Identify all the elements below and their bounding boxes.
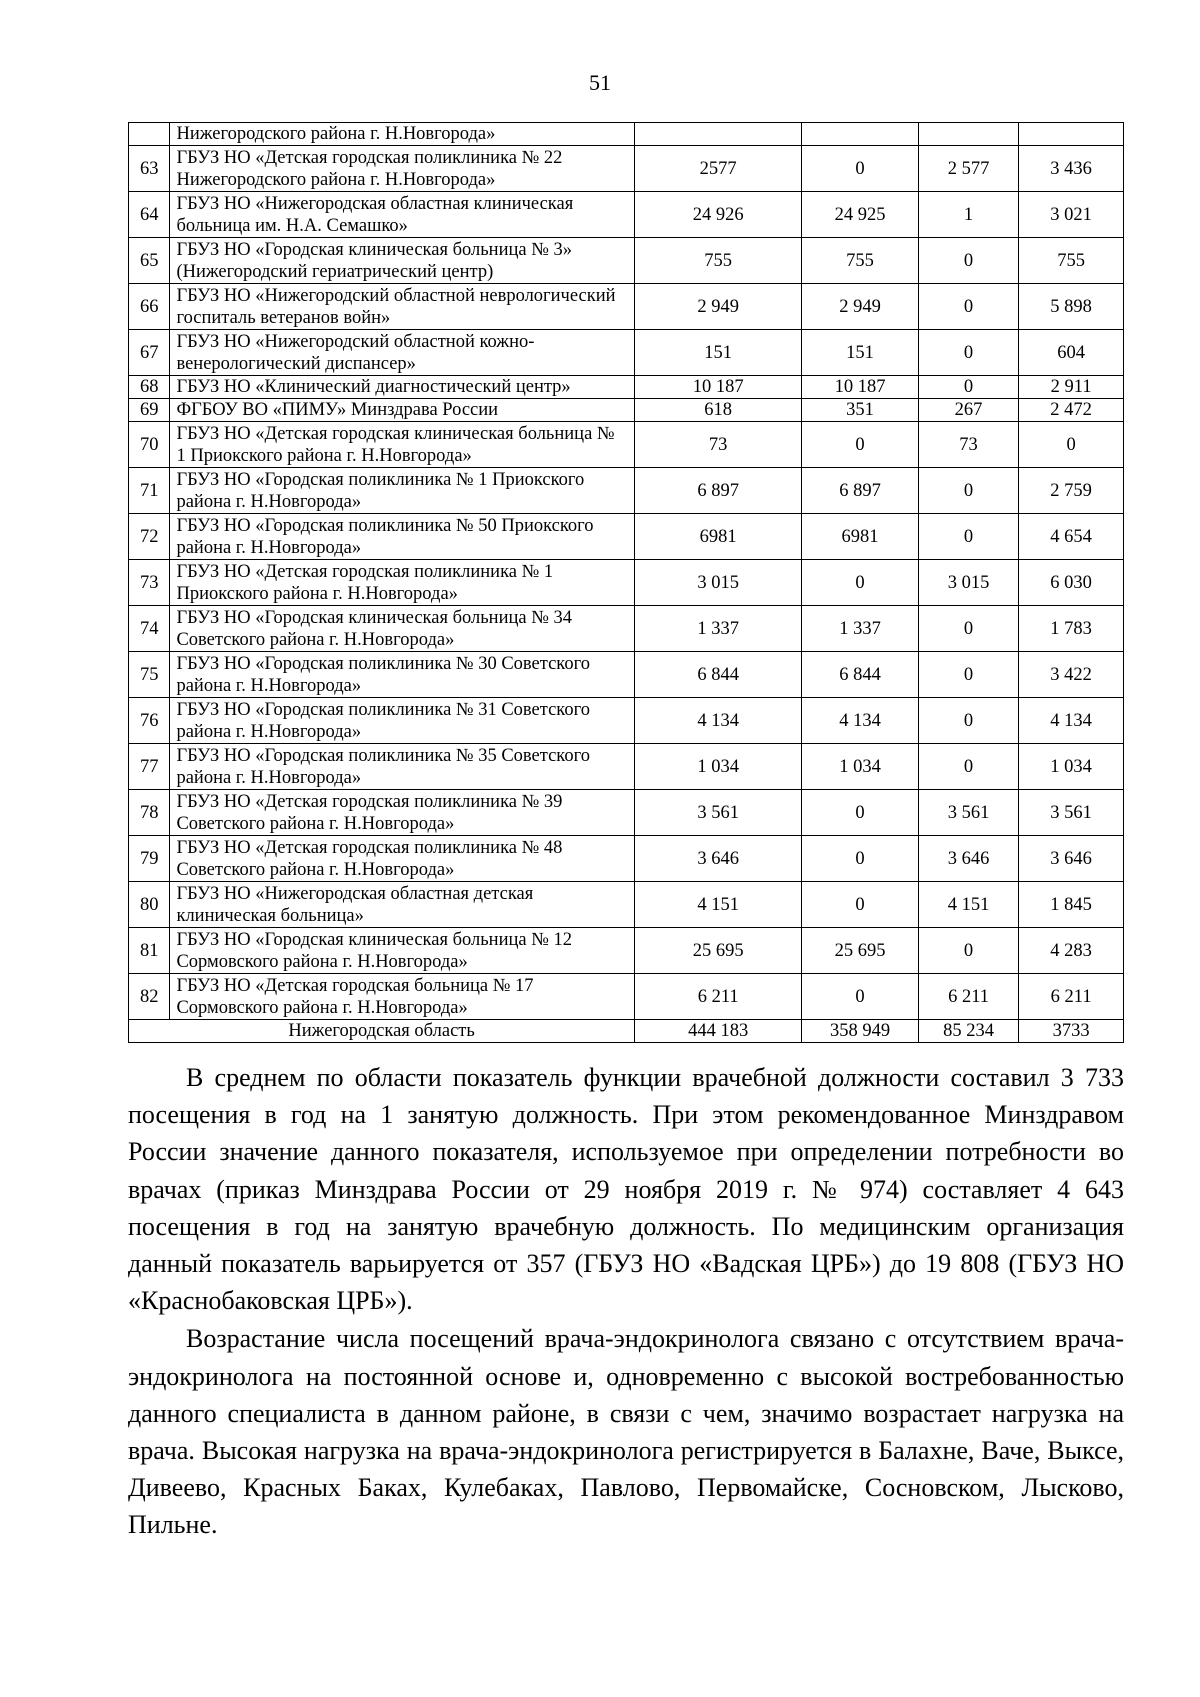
value-cell-4: 3 422 xyxy=(1019,652,1124,698)
value-cell-1: 1 337 xyxy=(635,606,802,652)
table-row xyxy=(129,330,1124,376)
row-name-cell: ГБУЗ НО «Городская поликлиника № 35 Советского района г. Н.Новгорода» xyxy=(170,744,635,790)
total-value-cell-3: 85 234 xyxy=(918,1020,1018,1043)
value-cell-1: 6 844 xyxy=(635,652,802,698)
total-value-cell-4: 3733 xyxy=(1019,1020,1124,1043)
table-row xyxy=(129,238,1124,284)
table-row xyxy=(129,790,1124,836)
value-cell-3: 267 xyxy=(918,399,1018,422)
row-name-cell: ГБУЗ НО «Нижегородская областная детская клиническая больница» xyxy=(170,882,635,928)
value-cell-3: 0 xyxy=(918,744,1018,790)
row-name-cell: ГБУЗ НО «Детская городская поликлиника № 39 Советского района г. Н.Новгорода» xyxy=(170,790,635,836)
table-row xyxy=(129,146,1124,192)
row-number-cell xyxy=(129,123,170,146)
table-row xyxy=(129,928,1124,974)
value-cell-2: 0 xyxy=(802,146,919,192)
value-cell-4: 3 561 xyxy=(1019,790,1124,836)
value-cell-4: 3 646 xyxy=(1019,836,1124,882)
value-cell-1: 6 897 xyxy=(635,468,802,514)
value-cell-2: 0 xyxy=(802,422,919,468)
value-cell-2: 0 xyxy=(802,836,919,882)
row-name-cell: ГБУЗ НО «Нижегородский областной кожно-венерологический диспансер» xyxy=(170,330,635,376)
value-cell-4: 1 783 xyxy=(1019,606,1124,652)
value-cell-1: 6 211 xyxy=(635,974,802,1020)
total-value-cell-1: 444 183 xyxy=(635,1020,802,1043)
value-cell-1: 24 926 xyxy=(635,192,802,238)
row-name-cell: ГБУЗ НО «Нижегородский областной неврологический госпиталь ветеранов войн» xyxy=(170,284,635,330)
value-cell-1: 618 xyxy=(635,399,802,422)
table-row xyxy=(129,882,1124,928)
row-number-cell: 63 xyxy=(129,146,170,192)
value-cell-3: 4 151 xyxy=(918,882,1018,928)
row-name-cell: ГБУЗ НО «Детская городская поликлиника № 48 Советского района г. Н.Новгорода» xyxy=(170,836,635,882)
value-cell-4: 3 436 xyxy=(1019,146,1124,192)
row-number-cell: 64 xyxy=(129,192,170,238)
value-cell-2: 351 xyxy=(802,399,919,422)
table-row xyxy=(129,560,1124,606)
paragraph-1: В среднем по области показатель функции врачебной должности составил 3 733 посещения в год на 1 занятую должность. При этом рекомендованное Минздравом России значение данного показателя, используемое при определении потребности во врачах (приказ Минздрава России от 29 ноября 2019 г. № 974) составляет 4 643 посещения в год на занятую врачебную должность. По медицинским организация данный показатель варьируется от 357 (ГБУЗ НО «Вадская ЦРБ») до 19 808 (ГБУЗ НО «Краснобаковская ЦРБ»). xyxy=(128,1063,1124,1316)
value-cell-3: 3 561 xyxy=(918,790,1018,836)
row-name-cell: ГБУЗ НО «Городская клиническая больница № 3» (Нижегородский гериатрический центр) xyxy=(170,238,635,284)
value-cell-4: 1 034 xyxy=(1019,744,1124,790)
value-cell-1: 6981 xyxy=(635,514,802,560)
value-cell-2: 1 034 xyxy=(802,744,919,790)
page-number: 51 xyxy=(589,70,611,95)
value-cell-1: 73 xyxy=(635,422,802,468)
row-number-cell: 76 xyxy=(129,698,170,744)
row-name-cell: Нижегородского района г. Н.Новгорода» xyxy=(170,123,635,146)
row-number-cell: 70 xyxy=(129,422,170,468)
value-cell-4: 4 283 xyxy=(1019,928,1124,974)
value-cell-1: 151 xyxy=(635,330,802,376)
row-name-cell: ГБУЗ НО «Городская поликлиника № 50 Приокского района г. Н.Новгорода» xyxy=(170,514,635,560)
row-number-cell: 72 xyxy=(129,514,170,560)
facility-table xyxy=(128,122,1124,1043)
row-number-cell: 65 xyxy=(129,238,170,284)
value-cell-3: 0 xyxy=(918,468,1018,514)
value-cell-2: 755 xyxy=(802,238,919,284)
body-text xyxy=(128,1059,1124,1544)
row-name-cell: ГБУЗ НО «Городская поликлиника № 1 Приокского района г. Н.Новгорода» xyxy=(170,468,635,514)
value-cell-3: 0 xyxy=(918,330,1018,376)
table-row xyxy=(129,698,1124,744)
value-cell-4: 604 xyxy=(1019,330,1124,376)
row-name-cell: ГБУЗ НО «Городская клиническая больница № 34 Советского района г. Н.Новгорода» xyxy=(170,606,635,652)
row-number-cell: 66 xyxy=(129,284,170,330)
value-cell-3: 73 xyxy=(918,422,1018,468)
table-total-row xyxy=(129,1020,1124,1043)
value-cell-3: 0 xyxy=(918,698,1018,744)
value-cell-1: 2577 xyxy=(635,146,802,192)
value-cell-1: 25 695 xyxy=(635,928,802,974)
paragraph-2: Возрастание числа посещений врача-эндокринолога связано с отсутствием врача-эндокринолога на постоянной основе и, одновременно с высокой востребованностью данного специалиста в данном районе, в связи с чем, значимо возрастает нагрузка на врача. Высокая нагрузка на врача-эндокринолога регистрируется в Балахне, Ваче, Выксе, Дивеево, Красных Баках, Кулебаках, Павлово, Первомайске, Сосновском, Лысково, Пильне. xyxy=(128,1324,1124,1540)
row-number-cell: 73 xyxy=(129,560,170,606)
value-cell-3: 3 646 xyxy=(918,836,1018,882)
value-cell-3: 2 577 xyxy=(918,146,1018,192)
row-number-cell: 68 xyxy=(129,376,170,399)
value-cell-3: 0 xyxy=(918,928,1018,974)
value-cell-1: 755 xyxy=(635,238,802,284)
value-cell-1: 10 187 xyxy=(635,376,802,399)
value-cell-2: 6981 xyxy=(802,514,919,560)
row-name-cell: ГБУЗ НО «Городская клиническая больница № 12 Сормовского района г. Н.Новгорода» xyxy=(170,928,635,974)
table-row-continuation xyxy=(129,123,1124,146)
value-cell-1: 2 949 xyxy=(635,284,802,330)
value-cell-3: 0 xyxy=(918,652,1018,698)
row-name-cell: ГБУЗ НО «Детская городская больница № 17 Сормовского района г. Н.Новгорода» xyxy=(170,974,635,1020)
value-cell-2: 0 xyxy=(802,560,919,606)
table-row xyxy=(129,514,1124,560)
value-cell-4: 4 654 xyxy=(1019,514,1124,560)
row-number-cell: 69 xyxy=(129,399,170,422)
value-cell-2: 10 187 xyxy=(802,376,919,399)
value-cell-4: 2 759 xyxy=(1019,468,1124,514)
row-number-cell: 81 xyxy=(129,928,170,974)
value-cell-2: 24 925 xyxy=(802,192,919,238)
table-row xyxy=(129,468,1124,514)
value-cell-2: 4 134 xyxy=(802,698,919,744)
row-number-cell: 74 xyxy=(129,606,170,652)
value-cell-3: 0 xyxy=(918,284,1018,330)
value-cell-4: 755 xyxy=(1019,238,1124,284)
row-name-cell: ГБУЗ НО «Городская поликлиника № 30 Советского района г. Н.Новгорода» xyxy=(170,652,635,698)
value-cell-2: 2 949 xyxy=(802,284,919,330)
table-row xyxy=(129,744,1124,790)
value-cell-3: 0 xyxy=(918,514,1018,560)
row-number-cell: 77 xyxy=(129,744,170,790)
value-cell-4: 2 911 xyxy=(1019,376,1124,399)
row-number-cell: 67 xyxy=(129,330,170,376)
value-cell-4: 1 845 xyxy=(1019,882,1124,928)
row-name-cell: ГБУЗ НО «Детская городская клиническая больница № 1 Приокского района г. Н.Новгорода» xyxy=(170,422,635,468)
value-cell-1: 3 561 xyxy=(635,790,802,836)
value-cell-4: 2 472 xyxy=(1019,399,1124,422)
value-cell-2: 0 xyxy=(802,882,919,928)
value-cell-2: 0 xyxy=(802,790,919,836)
value-cell-3: 0 xyxy=(918,606,1018,652)
value-cell-4: 4 134 xyxy=(1019,698,1124,744)
value-cell-2: 25 695 xyxy=(802,928,919,974)
row-number-cell: 75 xyxy=(129,652,170,698)
table-row xyxy=(129,192,1124,238)
total-value-cell-2: 358 949 xyxy=(802,1020,919,1043)
value-cell-1: 3 015 xyxy=(635,560,802,606)
row-name-cell: ГБУЗ НО «Детская городская поликлиника № 1 Приокского района г. Н.Новгорода» xyxy=(170,560,635,606)
table-row xyxy=(129,399,1124,422)
value-cell-3: 0 xyxy=(918,376,1018,399)
row-number-cell: 82 xyxy=(129,974,170,1020)
value-cell-1: 4 151 xyxy=(635,882,802,928)
value-cell-2: 151 xyxy=(802,330,919,376)
value-cell-3: 1 xyxy=(918,192,1018,238)
table-row xyxy=(129,652,1124,698)
value-cell-1: 4 134 xyxy=(635,698,802,744)
row-name-cell: ГБУЗ НО «Нижегородская областная клиническая больница им. Н.А. Семашко» xyxy=(170,192,635,238)
table-row xyxy=(129,836,1124,882)
table-row xyxy=(129,974,1124,1020)
value-cell-3: 6 211 xyxy=(918,974,1018,1020)
value-cell-1: 1 034 xyxy=(635,744,802,790)
value-cell-4: 0 xyxy=(1019,422,1124,468)
value-cell-2: 6 844 xyxy=(802,652,919,698)
value-cell-2: 1 337 xyxy=(802,606,919,652)
value-cell-3: 0 xyxy=(918,238,1018,284)
row-number-cell: 78 xyxy=(129,790,170,836)
row-name-cell: ГБУЗ НО «Городская поликлиника № 31 Советского района г. Н.Новгорода» xyxy=(170,698,635,744)
value-cell-4: 5 898 xyxy=(1019,284,1124,330)
row-number-cell: 71 xyxy=(129,468,170,514)
row-name-cell: ГБУЗ НО «Детская городская поликлиника № 22 Нижегородского района г. Н.Новгорода» xyxy=(170,146,635,192)
row-number-cell: 79 xyxy=(129,836,170,882)
value-cell-4: 6 211 xyxy=(1019,974,1124,1020)
table-row xyxy=(129,376,1124,399)
value-cell-3: 3 015 xyxy=(918,560,1018,606)
table-row xyxy=(129,284,1124,330)
value-cell-4: 3 021 xyxy=(1019,192,1124,238)
row-number-cell: 80 xyxy=(129,882,170,928)
table-row xyxy=(129,422,1124,468)
row-name-cell: ФГБОУ ВО «ПИМУ» Минздрава России xyxy=(170,399,635,422)
table-row xyxy=(129,606,1124,652)
value-cell-2: 6 897 xyxy=(802,468,919,514)
value-cell-4: 6 030 xyxy=(1019,560,1124,606)
total-label-cell: Нижегородская область xyxy=(129,1020,635,1043)
row-name-cell: ГБУЗ НО «Клинический диагностический центр» xyxy=(170,376,635,399)
value-cell-2: 0 xyxy=(802,974,919,1020)
value-cell-1: 3 646 xyxy=(635,836,802,882)
